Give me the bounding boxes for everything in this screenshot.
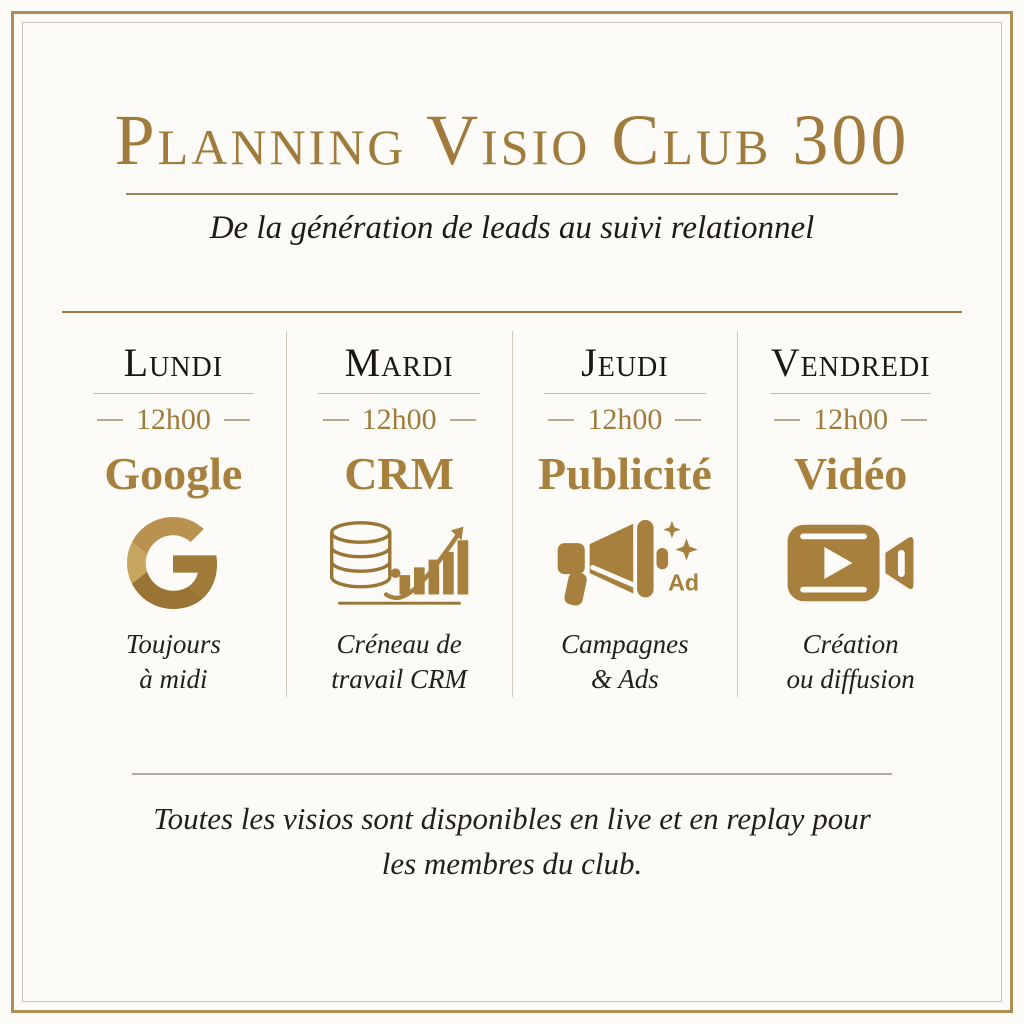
footer-divider-line [132,773,892,775]
schedule-columns [61,331,963,697]
description-line: & Ads [590,663,659,694]
description-line: ou diffusion [786,663,915,694]
day-underline [770,393,932,394]
time-label: 12h00 [813,402,889,436]
time-dash [548,419,574,421]
description-line: à midi [139,663,208,694]
description-line: Création [802,628,899,659]
footer-note [153,797,871,887]
poster-content [26,26,998,998]
day-underline [318,393,480,394]
topic-label: Google [104,447,243,499]
description-line: Toujours [125,628,221,659]
ad-label: Ad [667,569,699,596]
crm-database-growth-icon [320,516,478,610]
time-label: 12h00 [135,402,211,436]
page-title: Planning Visio Club 300 [114,100,910,180]
description-line: travail CRM [331,663,467,694]
day-column-vendredi [738,331,963,697]
day-description [126,627,221,697]
topic-label: CRM [344,447,455,499]
title-underline [126,193,898,195]
topic-label: Publicité [537,447,712,499]
footer-line: Toutes les visios sont disponibles en live et en replay pour [153,800,871,836]
time-row [774,403,927,437]
day-description [561,627,689,697]
megaphone-ads-icon [546,516,704,610]
time-row [323,403,476,437]
time-dash [323,419,349,421]
time-label: 12h00 [587,402,663,436]
time-dash [450,419,476,421]
day-column-lundi [61,331,287,697]
day-column-mardi [287,331,513,697]
google-g-icon [127,516,219,610]
description-line: Campagnes [561,628,689,659]
day-name: Vendredi [770,339,931,385]
time-dash [97,419,123,421]
day-name: Mardi [344,339,454,385]
time-dash [224,419,250,421]
time-dash [675,419,701,421]
day-name: Lundi [123,339,224,385]
day-description [786,627,914,697]
page-subtitle: De la génération de leads au suivi relationnel [209,209,815,246]
time-dash [901,419,927,421]
topic-label: Vidéo [793,447,908,499]
day-name: Jeudi [581,339,669,385]
footer-line: les membres du club. [381,845,643,881]
day-column-jeudi [513,331,739,697]
day-description [331,627,467,697]
description-line: Créneau de [336,628,462,659]
time-label: 12h00 [361,402,437,436]
header-divider-line [62,311,962,313]
time-row [548,403,701,437]
video-camera-icon [772,516,930,610]
day-underline [93,393,255,394]
time-row [97,403,250,437]
time-dash [774,419,800,421]
day-underline [544,393,706,394]
